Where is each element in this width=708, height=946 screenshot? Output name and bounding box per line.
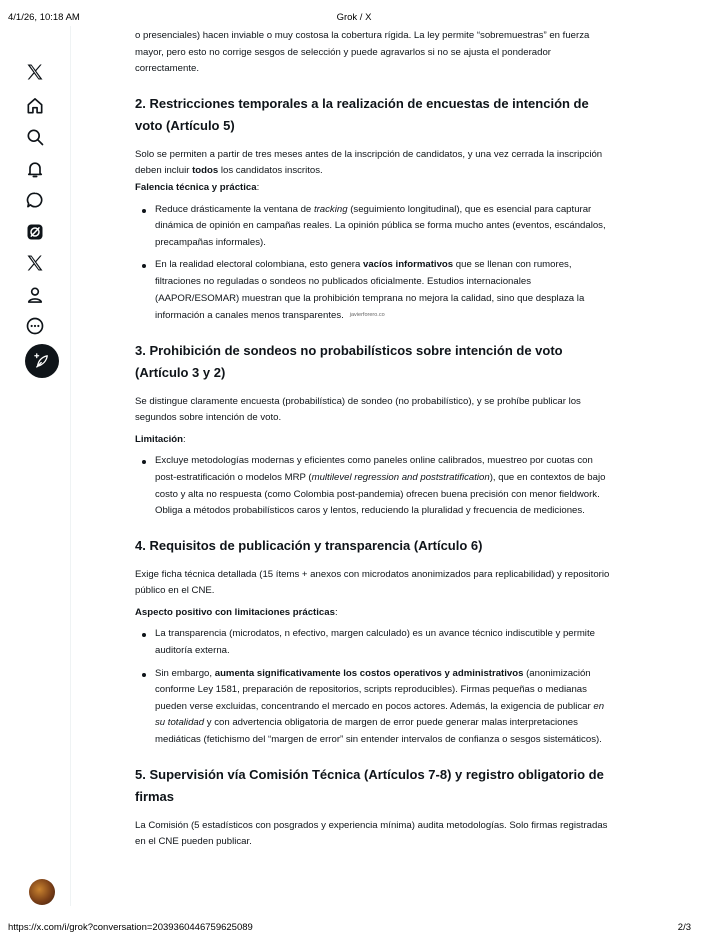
- watermark: javierforero.co: [349, 312, 385, 319]
- page-number: 2/3: [677, 922, 691, 933]
- list-item: Sin embargo, aumenta significativamente los costos operativos y administrativos (anonimización conforme Ley 1581, preparación de repositorios, scripts reproducibles). Firmas pequeñas o medianas pueden verse excluidas, concentrando el mercado en pocos actores. Además, la exigencia de publicar en su totalidad y con advertencia obligatoria de margen de error puede generar malas interpretaciones mediáticas (fetichismo del “margen de error” sin entender intervalos de confianza o sesgos sistemáticos).: [135, 666, 615, 749]
- avatar[interactable]: [29, 879, 55, 905]
- list-item: La transparencia (microdatos, n efectivo, margen calculado) es un avance técnico indiscutible y permite auditoría externa.: [135, 626, 615, 659]
- section-4-heading: 4. Requisitos de publicación y transparencia (Artículo 6): [135, 537, 483, 553]
- notifications-icon[interactable]: [21, 155, 49, 183]
- compose-icon: [33, 352, 51, 370]
- compose-button[interactable]: [25, 344, 59, 378]
- chat-icon[interactable]: [21, 186, 49, 214]
- x-logo-icon[interactable]: [21, 58, 49, 86]
- section-2-label: Falencia técnica y práctica:: [135, 181, 260, 193]
- section-3-list: [135, 453, 615, 519]
- grok-response: [135, 26, 615, 851]
- section-3-label: Limitación:: [135, 433, 186, 445]
- section-5-paragraph: La Comisión (5 estadísticos con posgrados y experiencia mínima) audita metodologías. Solo firmas registradas en el CNE pueden publicar.: [135, 819, 608, 848]
- section-4-paragraph: Exige ficha técnica detallada (15 ítems + anexos con microdatos anonimizados para replicabilidad) y repositorio público en el CNE.: [135, 568, 610, 597]
- intro-paragraph: o presenciales) hacen inviable o muy costosa la cobertura rígida. La ley permite “sobremuestras” en fuerza mayor, pero esto no corrige sesgos de selección y puede agravarlos si no se ajusta el ponderador correctamente.: [135, 30, 590, 75]
- more-icon[interactable]: [21, 312, 49, 340]
- list-item: En la realidad electoral colombiana, esto genera vacíos informativos que se llenan con rumores, filtraciones no reguladas o sondeos no publicados oficialmente. Estudios internacionales (AAPOR/ESOMAR) muestran que la prohibición temprana no mejora la calidad, sino que desplaza la información a canales menos transparentes. javierforero.co: [135, 257, 615, 324]
- print-header: [0, 0, 708, 26]
- list-item: Excluye metodologías modernas y eficientes como paneles online calibrados, muestreo por cuotas con post-estratificación o modelos MRP (multilevel regression and poststratification), que en contextos de bajo costo y alta no respuesta (como Colombia post-pandemia) ofrecen buena precisión con menor fieldwork. Obliga a métodos probabilísticos caros y lentos, reduciendo la pluralidad y frecuencia de mediciones.: [135, 453, 615, 519]
- section-2-list: [135, 202, 615, 325]
- print-title: Grok / X: [336, 12, 372, 23]
- print-url: https://x.com/i/grok?conversation=2039360446759625089: [8, 922, 253, 933]
- print-date: 4/1/26, 10:18 AM: [8, 12, 80, 23]
- x-premium-icon[interactable]: [21, 249, 49, 277]
- section-4-list: [135, 626, 615, 748]
- search-icon[interactable]: [21, 123, 49, 151]
- section-5-heading: 5. Supervisión vía Comisión Técnica (Artículos 7-8) y registro obligatorio de firmas: [135, 766, 604, 804]
- section-3-paragraph: Se distingue claramente encuesta (probabilística) de sondeo (no probabilístico), y se prohíbe publicar los segundos sobre intención de voto.: [135, 395, 581, 424]
- section-2-heading: 2. Restricciones temporales a la realización de encuestas de intención de voto (Artículo 5): [135, 95, 589, 133]
- profile-icon[interactable]: [21, 281, 49, 309]
- section-3-heading: 3. Prohibición de sondeos no probabilísticos sobre intención de voto (Artículo 3 y 2): [135, 342, 563, 380]
- home-icon[interactable]: [21, 92, 49, 120]
- section-2-paragraph: Solo se permiten a partir de tres meses antes de la inscripción de candidatos, y una vez cerrada la inscripción deben incluir todos los candidatos inscritos.: [135, 148, 603, 177]
- list-item: Reduce drásticamente la ventana de tracking (seguimiento longitudinal), que es esencial para capturar dinámica de opinión en campañas reales. La opinión pública se forma mucho antes (eventos, escándalos, precampañas informales).: [135, 202, 615, 252]
- grok-icon[interactable]: [21, 218, 49, 246]
- section-4-label: Aspecto positivo con limitaciones prácticas:: [135, 606, 338, 618]
- sidebar: [0, 26, 71, 906]
